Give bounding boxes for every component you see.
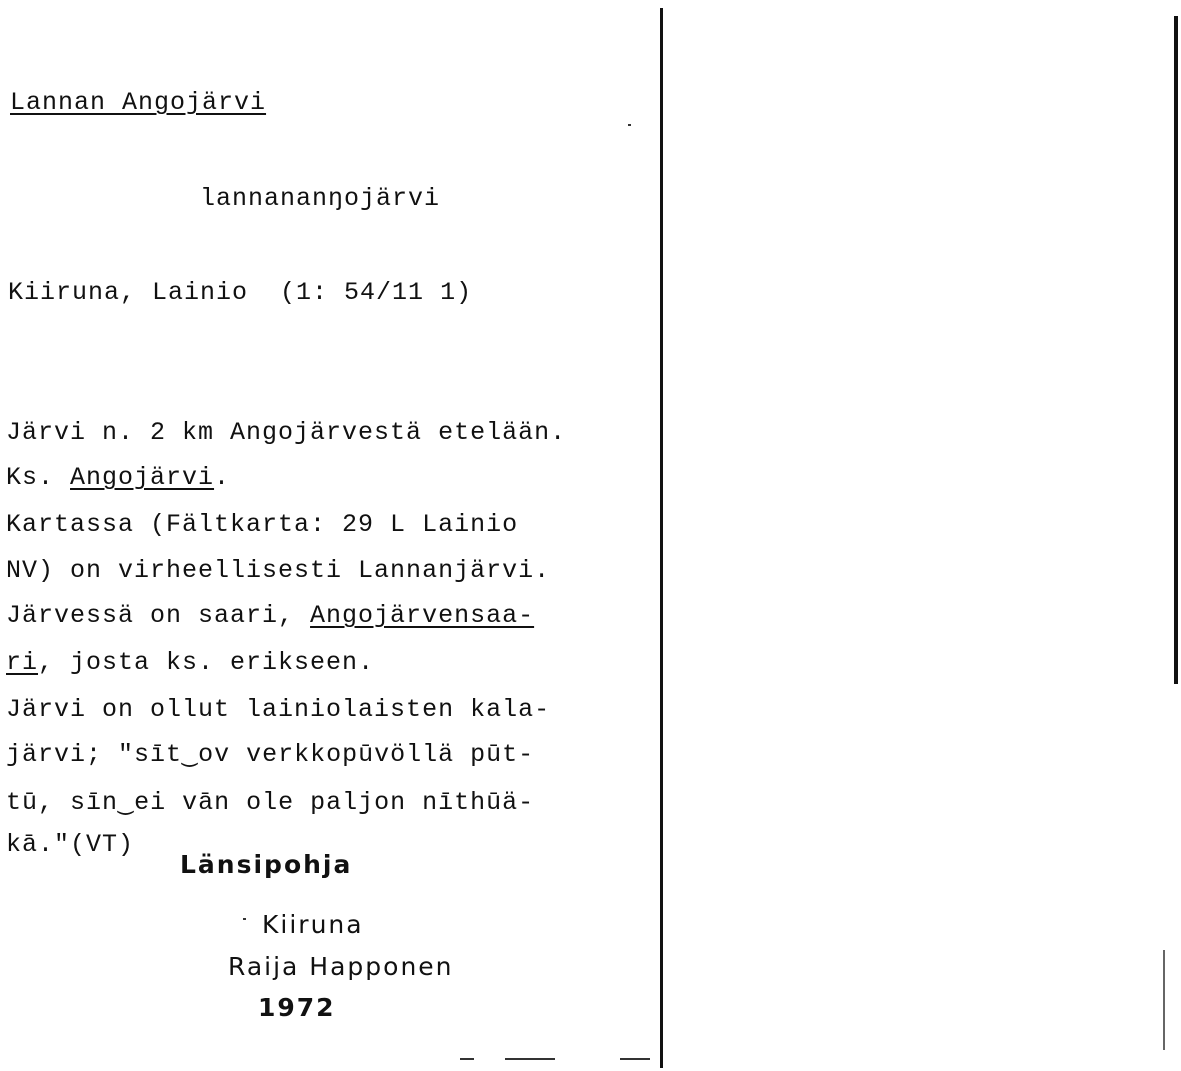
scan-speck — [628, 124, 631, 126]
desc-line: järvi; "sīt‿ov verkkopūvöllä pūt- — [6, 740, 535, 769]
scan-speck — [505, 1058, 555, 1060]
angojarvensaari-reference: Angojärvensaa- — [310, 601, 535, 630]
desc-line: NV) on virheellisesti Lannanjärvi. — [6, 556, 551, 585]
desc-text: Ks. — [6, 463, 71, 492]
stamp-collector: Raija Happonen — [228, 952, 454, 981]
desc-text: , josta ks. erikseen. — [38, 648, 375, 677]
desc-line: Kartassa (Fältkarta: 29 L Lainio — [6, 510, 519, 539]
scan-speck — [243, 918, 246, 920]
desc-line — [6, 650, 374, 675]
right-edge-line — [1174, 16, 1178, 684]
angojarvi-reference: Angojärvi — [70, 463, 215, 492]
angojarvensaari-reference-end: ri — [6, 648, 39, 677]
scan-speck — [460, 1058, 474, 1060]
desc-line: tū, sīn‿ei vān ole paljon nīthūä- — [6, 788, 535, 817]
desc-line — [6, 603, 534, 628]
desc-line: Järvi on ollut lainiolaisten kala- — [6, 695, 551, 724]
location: Kiiruna, Lainio (1: 54/11 1) — [8, 278, 473, 307]
desc-text: Järvessä on saari, — [6, 601, 311, 630]
desc-text: . — [214, 463, 231, 492]
stamp-municipality: Kiiruna — [262, 910, 364, 939]
right-edge-line-lower — [1163, 950, 1165, 1050]
stamp-region: Länsipohja — [180, 850, 353, 879]
card-title: Lannan Angojärvi — [10, 88, 267, 117]
stamp-year: 1972 — [258, 993, 336, 1022]
pronunciation: lannananŋojärvi — [200, 184, 441, 213]
desc-line: Järvi n. 2 km Angojärvestä etelään. — [6, 418, 567, 447]
desc-line: kā."(VT) — [6, 830, 135, 859]
card-edge-line — [660, 8, 663, 1068]
scan-speck — [620, 1058, 650, 1060]
desc-line — [6, 465, 230, 490]
